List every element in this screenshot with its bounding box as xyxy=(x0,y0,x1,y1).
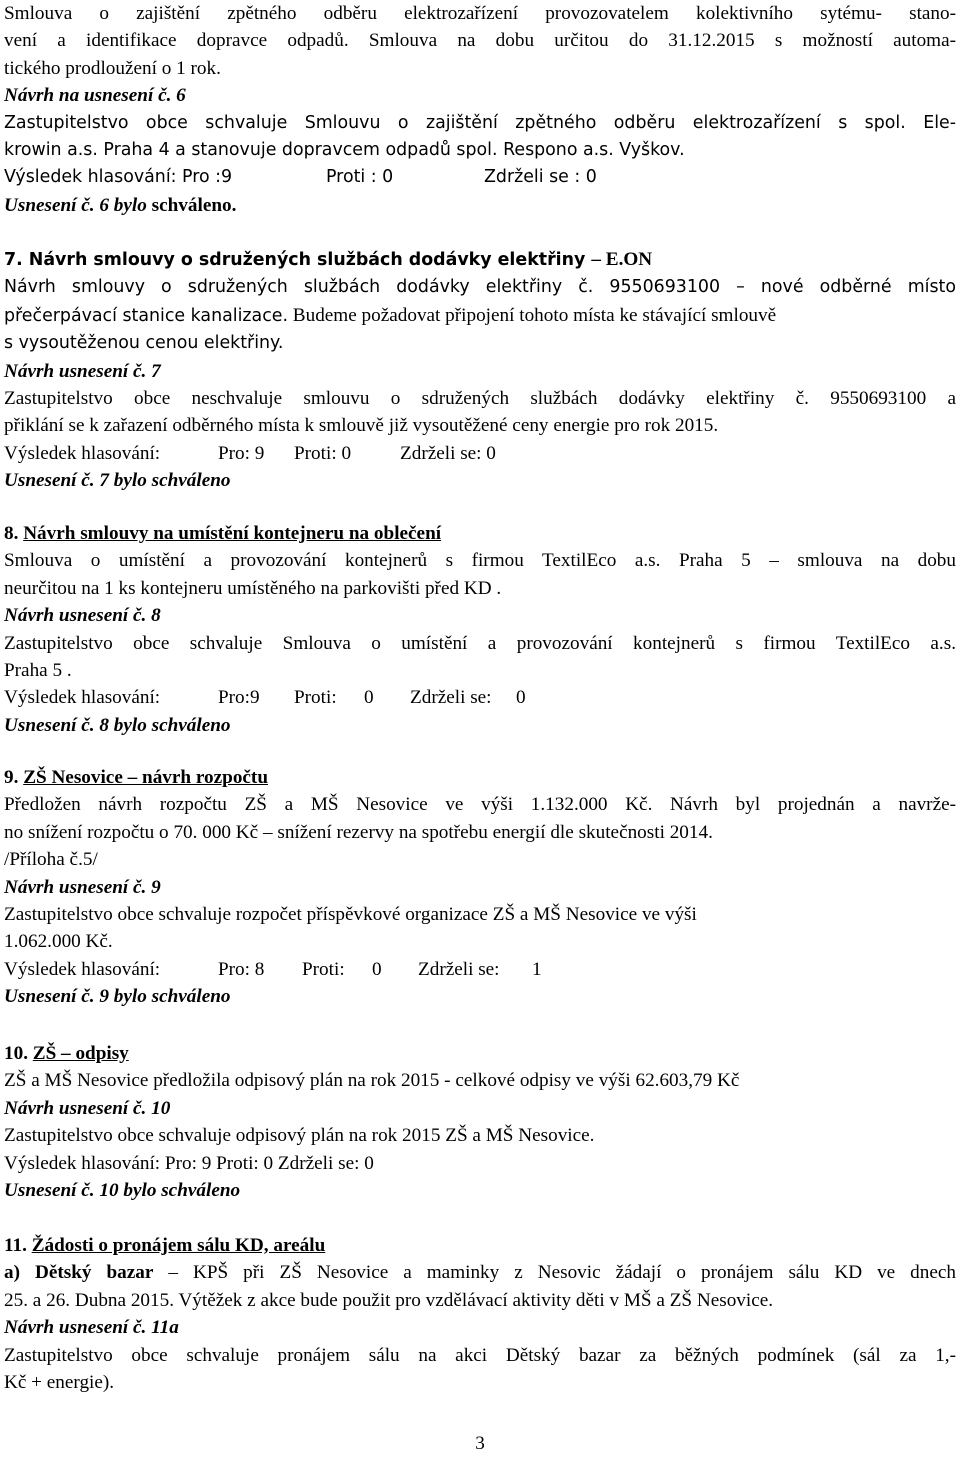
section-6 xyxy=(4,0,956,219)
vote-against: Proti : 0 xyxy=(326,167,394,188)
section-8 xyxy=(4,520,956,739)
vote-against: 0 xyxy=(364,687,374,709)
vote-label: Výsledek hlasování: xyxy=(4,958,161,980)
vote-label: Výsledek hlasování: xyxy=(4,687,161,709)
resolution-text: Zastupitelstvo obce schvaluje odpisový plán na rok 2015 ZŠ a MŠ Nesovice. xyxy=(4,1125,595,1147)
vote-result xyxy=(4,440,956,467)
proposal-heading: Návrh na usnesení č. 6 xyxy=(4,85,186,107)
resolution-text: Zastupitelstvo obce schvaluje pronájem sálu na akci Dětský bazar za běžných podmínek (sál za 1,- xyxy=(4,1344,956,1366)
paragraph-line: Smlouva o umístění a provozování kontejnerů s firmou TextilEco a.s. Praha 5 – smlouva na dobu xyxy=(4,550,956,572)
paragraph-line: tického prodloužení o 1 rok. xyxy=(4,57,221,79)
resolution-text: 1.062.000 Kč. xyxy=(4,931,113,953)
vote-abstain: Zdrželi se : 0 xyxy=(484,167,597,188)
vote-for: Pro:9 xyxy=(218,687,260,709)
paragraph-line: a) Dětský bazar – KPŠ při ZŠ Nesovice a maminky z Nesovic žádají o pronájem sálu KD ve dnech xyxy=(4,1262,957,1284)
vote-result xyxy=(4,956,956,983)
paragraph-line: neurčitou na 1 ks kontejneru umístěného na parkovišti před KD . xyxy=(4,577,502,599)
section-heading: 9. ZŠ Nesovice – návrh rozpočtu xyxy=(4,767,268,788)
section-heading: 8. Návrh smlouvy na umístění kontejneru na oblečení xyxy=(4,523,442,544)
vote-for: Výsledek hlasování: Pro :9 xyxy=(4,167,233,188)
paragraph-line: ZŠ a MŠ Nesovice předložila odpisový plán na rok 2015 - celkové odpisy ve výši 62.603,79 Kč xyxy=(4,1070,740,1092)
resolution-text: Zastupitelstvo obce neschvaluje smlouvu o sdružených službách dodávky elektřiny č. 9550693100 a xyxy=(4,388,956,410)
page-number: 3 xyxy=(475,1433,485,1454)
vote-against-label: Proti: xyxy=(302,958,345,980)
section-10 xyxy=(4,1040,956,1204)
resolution-result: Usnesení č. 7 bylo schváleno xyxy=(4,470,231,492)
proposal-heading: Návrh usnesení č. 9 xyxy=(4,876,161,898)
section-11 xyxy=(4,1232,956,1396)
vote-result xyxy=(4,164,956,191)
resolution-text: přiklání se k zařazení odběrného místa k smlouvě již vysoutěžené ceny energie pro rok 2015. xyxy=(4,415,719,437)
vote-abstain-label: Zdrželi se: xyxy=(410,687,492,709)
paragraph-line: /Příloha č.5/ xyxy=(4,849,98,871)
vote-for: Pro: 8 xyxy=(218,958,265,980)
section-heading: 7. Návrh smlouvy o sdružených službách dodávky elektřiny – E.ON xyxy=(4,249,653,270)
resolution-text: Kč + energie). xyxy=(4,1372,115,1394)
resolution-text: Zastupitelstvo obce schvaluje rozpočet příspěvkové organizace ZŠ a MŠ Nesovice ve výši xyxy=(4,904,697,926)
section-9 xyxy=(4,764,956,1011)
vote-against: 0 xyxy=(372,958,382,980)
resolution-text: krowin a.s. Praha 4 a stanovuje dopravcem odpadů spol. Respono a.s. Vyškov. xyxy=(4,140,685,161)
resolution-text: Zastupitelstvo obce schvaluje Smlouva o umístění a provozování kontejnerů s firmou TextilEco a.s. xyxy=(4,632,956,654)
vote-result xyxy=(4,684,956,711)
resolution-result: Usnesení č. 8 bylo schváleno xyxy=(4,714,231,736)
vote-result: Výsledek hlasování: Pro: 9 Proti: 0 Zdrželi se: 0 xyxy=(4,1152,374,1174)
vote-against: Proti: 0 xyxy=(294,442,352,464)
vote-abstain: 1 xyxy=(532,958,542,980)
proposal-heading: Návrh usnesení č. 8 xyxy=(4,605,161,627)
section-heading: 11. Žádosti o pronájem sálu KD, areálu xyxy=(4,1235,326,1256)
paragraph-line: Smlouva o zajištění zpětného odběru elektrozařízení provozovatelem kolektivního sytému- stano- xyxy=(4,3,956,24)
proposal-heading: Návrh usnesení č. 7 xyxy=(4,360,161,382)
resolution-result: Usnesení č. 9 bylo schváleno xyxy=(4,986,231,1008)
paragraph-line: 25. a 26. Dubna 2015. Výtěžek z akce bude použit pro vzdělávací aktivity děti v MŠ a ZŠ Nesovice. xyxy=(4,1289,774,1311)
paragraph-line: no snížení rozpočtu o 70. 000 Kč – snížení rezervy na spotřebu energií dle skutečnosti 2014. xyxy=(4,821,713,843)
vote-for: Pro: 9 xyxy=(218,442,265,464)
vote-label: Výsledek hlasování: xyxy=(4,442,161,464)
proposal-heading: Návrh usnesení č. 11a xyxy=(4,1317,179,1339)
paragraph-line: Předložen návrh rozpočtu ZŠ a MŠ Nesovice ve výši 1.132.000 Kč. Návrh byl projednán a navrže- xyxy=(4,794,956,816)
vote-abstain: 0 xyxy=(516,687,526,709)
section-7 xyxy=(4,246,956,495)
paragraph-line: Návrh smlouvy o sdružených službách dodávky elektřiny č. 9550693100 – nové odběrné místo xyxy=(4,277,956,298)
resolution-text: Praha 5 . xyxy=(4,660,72,682)
section-heading: 10. ZŠ – odpisy xyxy=(4,1043,129,1064)
paragraph-line: přečerpávací stanice kanalizace. Budeme požadovat připojení tohoto místa ke stávající smlouvě xyxy=(4,304,777,326)
proposal-heading: Návrh usnesení č. 10 xyxy=(4,1097,171,1119)
resolution-result: Usnesení č. 10 bylo schváleno xyxy=(4,1180,241,1202)
vote-against-label: Proti: xyxy=(294,687,337,709)
paragraph-line: s vysoutěženou cenou elektřiny. xyxy=(4,333,284,354)
paragraph-line: vení a identifikace dopravce odpadů. Smlouva na dobu určitou do 31.12.2015 s možností automa- xyxy=(4,30,956,52)
vote-abstain: Zdrželi se: 0 xyxy=(400,442,496,464)
resolution-text: Zastupitelstvo obce schvaluje Smlouvu o zajištění zpětného odběru elektrozařízení s spol. Ele- xyxy=(4,112,956,133)
vote-abstain-label: Zdrželi se: xyxy=(418,958,500,980)
resolution-result: Usnesení č. 6 bylo schváleno. xyxy=(4,194,237,216)
